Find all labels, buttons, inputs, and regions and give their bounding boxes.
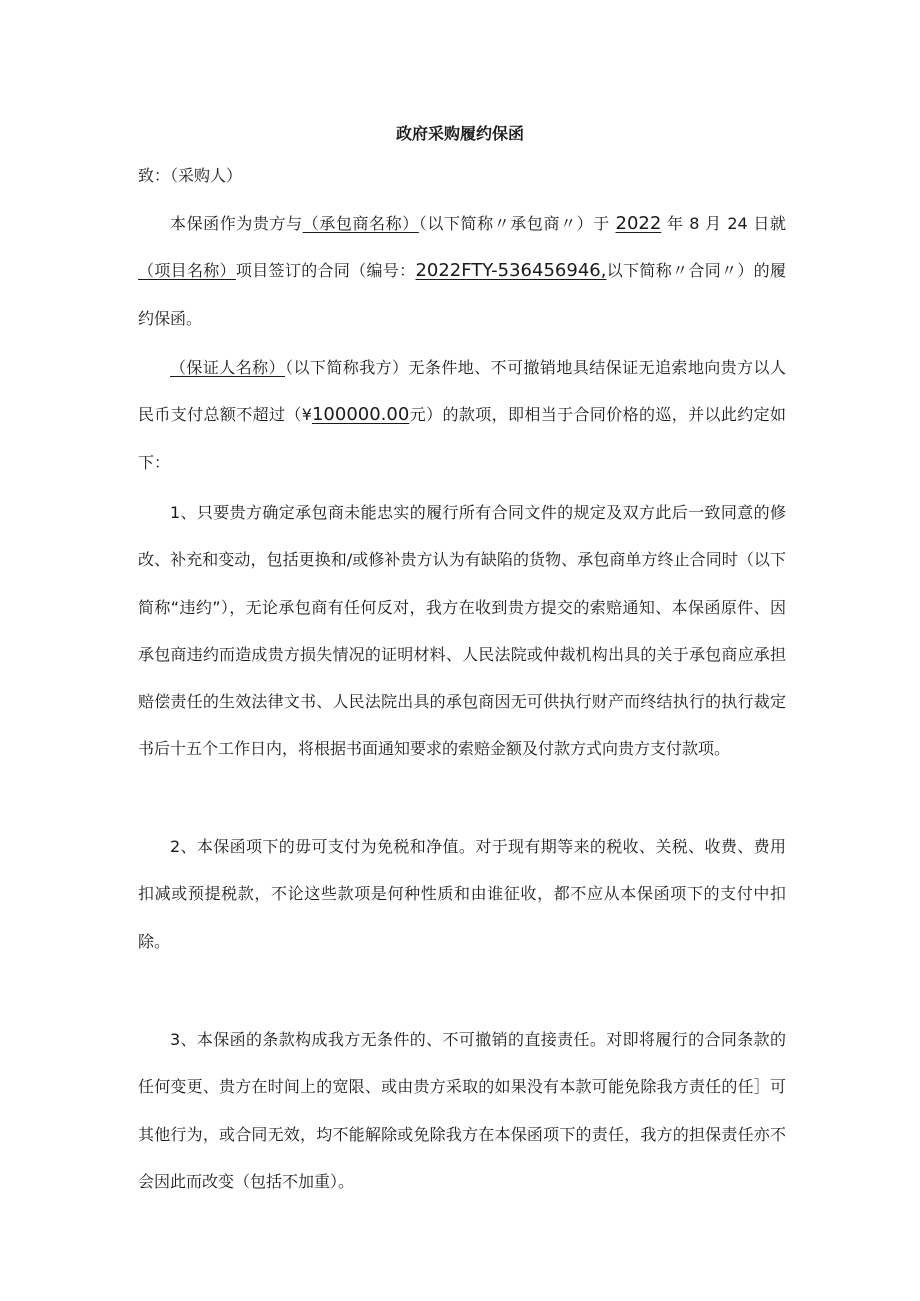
guarantor-name-field: （保证人名称）: [170, 358, 286, 377]
paragraph-intro: [138, 200, 786, 342]
contract-number: 2022FTY-536456946,: [415, 260, 607, 282]
document-title: 政府采购履约保函: [395, 124, 524, 143]
clause-1: 1、只要贵方确定承包商未能忠实的履行所有合同文件的规定及双方此后一致同意的修改、补充和变动，包括更换和/或修补贵方认为有缺陷的货物、承包商单方终止合同时（以下简称“违约”），无论承包商有任何反对，我方在收到贵方提交的索赔通知、本保函原件、因承包商违约而造成贵方损失情况的证明材料、人民法院或仲裁机构出具的关于承包商应承担赔偿责任的生效法律文书、人民法院出具的承包商因无可供执行财产而终结执行的执行裁定书后十五个工作日内，将根据书面通知要求的索赔金额及付款方式向贵方支付款项。: [138, 503, 786, 759]
contract-year: 2022: [615, 213, 662, 234]
clause-3: 3、本保函的条款构成我方无条件的、不可撤销的直接责任。对即将履行的合同条款的任何变更、贵方在时间上的宽限、或由贵方采取的如果没有本款可能免除我方责任的任］可其他行为，或合同无效，均不能解除或免除我方在本保函项下的责任，我方的担保责任亦不会因此而改变（包括不加重）。: [138, 1030, 786, 1191]
paragraph-guarantee: [138, 344, 786, 486]
guarantee-amount: 100000.00: [311, 404, 410, 426]
guarantee-text-1: （以下简称我方）无条件地、不可撤销地具结保证无追索地向贵方以人民币支付总额不超过（¥: [138, 358, 786, 425]
intro-text-1: 本保函作为贵方与: [170, 214, 303, 233]
intro-text-4: 项目签订的合同（编号：: [235, 261, 416, 281]
salutation: 致：（采购人）: [138, 166, 243, 185]
guarantee-text-2: 元）的款项，即相当于合同价格的巡，并以此约定如下：: [138, 405, 786, 472]
project-name-field: （项目名称）: [138, 261, 236, 281]
intro-text-5: 以下简称〃合同〃）的履约保函。: [138, 261, 786, 328]
intro-text-3: 年 8 月 24 日就: [666, 214, 786, 233]
clause-2: 2、本保函项下的毋可支付为免税和净值。对于现有期等来的税收、关税、收费、费用扣减或预提税款，不论这些款项是何种性质和由谁征收，都不应从本保函项下的支付中扣除。: [138, 837, 786, 951]
intro-text-2: （以下简称〃承包商〃）于: [418, 214, 610, 233]
contractor-name-field: （承包商名称）: [302, 214, 419, 233]
